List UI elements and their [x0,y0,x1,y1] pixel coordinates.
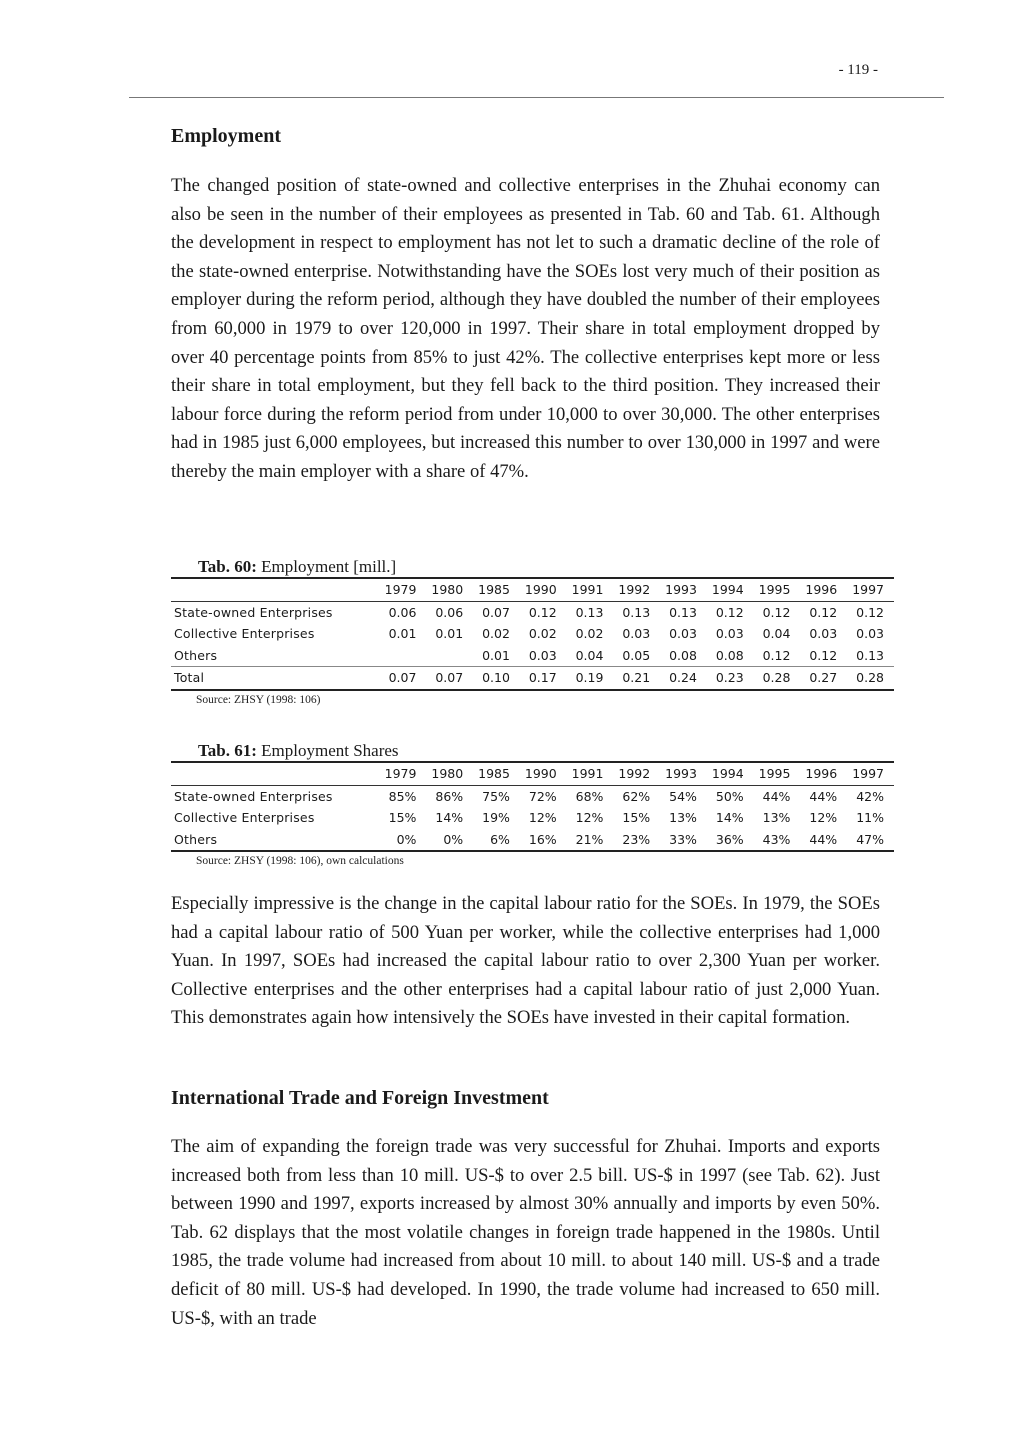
table-60-label: Tab. 60: [198,557,257,576]
header-empty-cell [171,578,370,601]
table-61-title: Employment Shares [256,741,399,760]
section-capital-labour [171,890,880,1033]
table-cell: 86% [435,788,464,804]
table-cell: 0.03 [669,626,697,641]
table-cell: 0.03 [809,626,838,641]
table-cell: 12% [528,810,557,825]
table-cell: 0.13 [575,604,604,620]
table-cell: 54% [669,788,697,804]
table-cell: 0.03 [622,626,651,641]
table-cell: 0.17 [510,667,557,690]
table-cell: 0.13 [669,604,697,620]
table-cell: 0.01 [435,626,464,641]
table-60-caption [198,557,894,577]
row-label: State-owned Enterprises [174,788,333,804]
table-row [171,807,894,829]
table-row [171,829,894,852]
table-cell: 44% [762,788,791,804]
paragraph-trade-1: The aim of expanding the foreign trade was very successful for Zhuhai. Imports and exports increased both from less than 10 mill. US-$ to over 2.5 bill. US-$ in 1997 (see Tab. 62). Just between 1990 and 1997, exports increased by almost 30% annually and imports by even 50%. Tab. 62 displays that the most volatile changes in foreign trade happened in the 1980s. Until 1985, the trade volume had increased from about 10 mill. to about 140 mill. US-$ and a trade deficit of 80 mill. US-$ had developed. In 1990, the trade volume had increased to 650 mill. US-$, with an trade [171,1136,880,1329]
column-header-year: 1993 [650,578,697,601]
column-header-year: 1997 [837,578,894,601]
row-label: Collective Enterprises [174,626,315,641]
column-header-year: 1996 [790,578,837,601]
table-cell: 0.28 [744,667,791,690]
table-cell: 0.03 [528,647,557,663]
table-cell: 0.02 [575,626,604,641]
header-rule [129,97,944,98]
table-cell: 0.12 [762,604,791,620]
table-cell: 21% [557,829,604,852]
section-trade [171,1084,880,1333]
table-cell: 68% [575,788,604,804]
table-61-caption [198,741,894,761]
table-cell: 19% [482,810,510,825]
table-cell: 23% [603,829,650,852]
table-row [171,601,894,623]
table-cell: 6% [463,829,510,852]
column-header-year: 1985 [463,578,510,601]
table-cell: 0.12 [715,604,744,620]
table-cell: 43% [744,829,791,852]
table-cell: 33% [650,829,697,852]
table-cell: 44% [809,788,838,804]
table-cell: 0.27 [790,667,837,690]
table-cell: 72% [528,788,557,804]
column-header-year: 1980 [416,762,463,785]
table-cell: 0.03 [715,626,744,641]
row-label: Others [171,829,370,852]
table-cell: 0.04 [575,647,604,663]
row-label: Collective Enterprises [174,810,315,825]
table-cell [370,645,417,667]
table-cell: 0.01 [388,626,417,641]
table-cell: 0.12 [528,604,557,620]
row-label: State-owned Enterprises [174,604,333,620]
table-cell: 0.24 [650,667,697,690]
table-cell: 75% [482,788,510,804]
column-header-year: 1991 [557,578,604,601]
table-cell: 0.02 [482,626,510,641]
column-header-year: 1992 [603,578,650,601]
table-cell: 0% [416,829,463,852]
column-header-year: 1990 [510,762,557,785]
column-header-year: 1985 [463,762,510,785]
table-cell: 0.06 [388,604,417,620]
table-cell: 50% [715,788,744,804]
table-cell: 0.12 [809,647,838,663]
table-cell: 12% [575,810,604,825]
column-header-year: 1990 [510,578,557,601]
column-header-year: 1994 [697,762,744,785]
table-cell: 0.13 [856,647,884,663]
table-cell: 0.23 [697,667,744,690]
table-60-source: Source: ZHSY (1998: 106) [196,693,321,706]
table-cell: 16% [510,829,557,852]
column-header-year: 1997 [837,762,894,785]
table-cell: 0.07 [370,667,417,690]
table-row [171,667,894,690]
column-header-year: 1994 [697,578,744,601]
column-header-year: 1979 [370,578,417,601]
table-cell: 0.03 [856,626,884,641]
table-cell: 0.21 [603,667,650,690]
column-header-year: 1992 [603,762,650,785]
table-cell: 0.04 [762,626,791,641]
section-employment [171,122,880,487]
table-cell: 0.12 [762,647,791,663]
table-60-grid [171,577,894,691]
column-header-year: 1996 [790,762,837,785]
table-cell: 11% [856,810,884,825]
table-cell: 14% [435,810,464,825]
paragraph-employment-2: Especially impressive is the change in the capital labour ratio for the SOEs. In 1979, the SOEs had a capital labour ratio of 500 Yuan per worker, while the collective enterprises had 1,000 Yuan. In 1997, SOEs had increased the capital labour ratio to over 2,300 Yuan per worker. Collective enterprises and the other enterprises had a capital labour ratio of just 2,000 Yuan. This demonstrates again how intensively the SOEs have invested in their capital formation. [171,893,880,1029]
paragraph-employment-1: The changed position of state-owned and collective enterprises in the Zhuhai economy can also be seen in the number of their employees as presented in Tab. 60 and Tab. 61. Although the development in respect to employment has not let to such a dramatic decline of the role of the state-owned enterprise. Notwithstanding have the SOEs lost very much of their position as employer during the reform period, although they have doubled the number of their employees from 60,000 in 1979 to over 120,000 in 1997. Their share in total employment dropped by over 40 percentage points from 85% to just 42%. The collective enterprises kept more or less their share in total employment, but they fell back to the third position. They increased their labour force during the reform period from under 10,000 to over 30,000. The other enterprises had in 1985 just 6,000 employees, but increased this number to over 130,000 in 1997 and were thereby the main employer with a share of 47%. [171,175,880,482]
table-cell: 36% [697,829,744,852]
table-61 [171,741,894,867]
table-cell: 47% [837,829,894,852]
table-cell: 0.05 [622,647,651,663]
table-61-grid [171,761,894,852]
row-label: Total [171,667,370,690]
table-cell: 85% [388,788,417,804]
table-60 [171,557,894,706]
table-row [171,623,894,645]
table-cell: 0.12 [809,604,838,620]
table-cell: 0.08 [669,647,697,663]
table-cell: 42% [856,788,884,804]
table-cell: 0.06 [435,604,464,620]
column-header-year: 1995 [744,762,791,785]
table-cell: 0.01 [482,647,510,663]
table-header-row [171,578,894,601]
header-empty-cell [171,762,370,785]
page-number: - 119 - [838,62,878,78]
table-60-title: Employment [mill.] [256,557,397,576]
table-cell: 14% [715,810,744,825]
table-cell: 0.13 [622,604,651,620]
section-heading-employment: Employment [171,125,281,147]
table-row [171,785,894,807]
table-cell: 0.19 [557,667,604,690]
table-cell: 13% [669,810,697,825]
column-header-year: 1995 [744,578,791,601]
table-cell: 0.07 [416,667,463,690]
column-header-year: 1979 [370,762,417,785]
table-header-row [171,762,894,785]
table-cell: 0.28 [837,667,894,690]
table-cell: 0.07 [482,604,510,620]
table-cell: 0.10 [463,667,510,690]
table-cell: 13% [762,810,791,825]
table-61-source: Source: ZHSY (1998: 106), own calculations [196,855,404,867]
table-cell: 0% [370,829,417,852]
table-row [171,645,894,667]
table-cell: 0.02 [528,626,557,641]
table-cell: 0.12 [856,604,884,620]
table-cell: 44% [790,829,837,852]
column-header-year: 1980 [416,578,463,601]
table-cell: 0.08 [715,647,744,663]
table-cell: 15% [388,810,417,825]
column-header-year: 1991 [557,762,604,785]
section-heading-trade: International Trade and Foreign Investment [171,1087,549,1109]
table-cell [416,645,463,667]
column-header-year: 1993 [650,762,697,785]
row-label: Others [174,647,218,663]
table-cell: 62% [622,788,651,804]
table-cell: 15% [622,810,651,825]
table-cell: 12% [809,810,838,825]
table-61-label: Tab. 61: [198,741,257,760]
